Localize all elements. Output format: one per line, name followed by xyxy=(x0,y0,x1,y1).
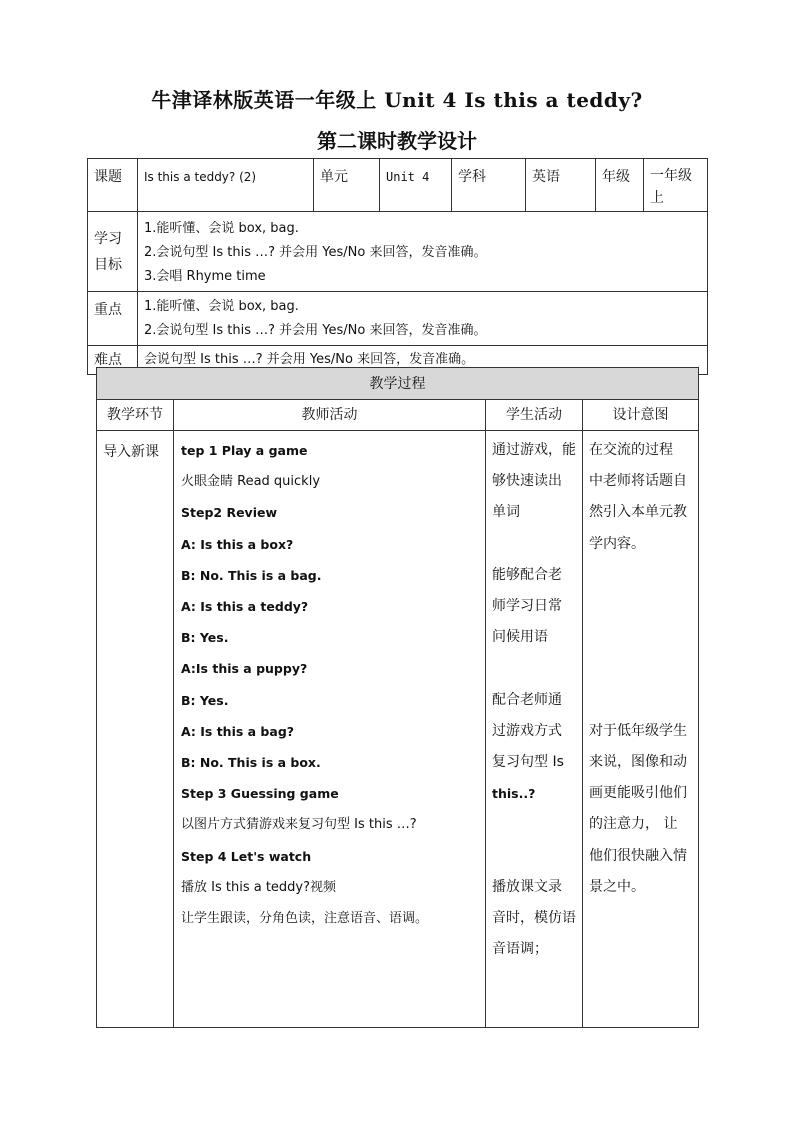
intent-line: 对于低年级学生 xyxy=(589,722,687,739)
student-line-blank xyxy=(492,653,576,684)
grade-label: 年级 xyxy=(596,159,644,212)
goal-item: 1.能听懂、会说 box, bag. xyxy=(144,221,299,236)
student-line: 复习句型 Is xyxy=(492,754,564,770)
goals-list xyxy=(138,212,708,292)
teacher-line: Step 3 Guessing game xyxy=(181,786,339,802)
difficult-label: 难点 xyxy=(88,346,138,375)
student-line: 够快速读出 xyxy=(492,473,562,490)
student-line: 问候用语 xyxy=(492,629,548,646)
student-line: 音语调； xyxy=(492,941,548,958)
intent-line: 然引入本单元教 xyxy=(589,504,687,521)
teacher-line: 播放 Is this a teddy?视频 xyxy=(181,879,337,895)
process-band-row xyxy=(97,368,699,400)
teacher-line: A: Is this a box? xyxy=(181,536,294,552)
subject-value: 英语 xyxy=(526,159,596,212)
goal-item: 2.会说句型 Is this …? 并会用 Yes/No 来回答，发音准确。 xyxy=(144,245,487,260)
key-label: 重点 xyxy=(88,292,138,346)
teacher-line: Step2 Review xyxy=(181,505,278,521)
info-row-topic xyxy=(88,159,708,212)
teacher-line: 让学生跟读，分角色读，注意语音、语调。 xyxy=(181,911,429,927)
intent-line-blank xyxy=(589,622,692,653)
stage-cell: 导入新课 xyxy=(97,431,174,1028)
process-band-title: 教学过程 xyxy=(97,368,699,400)
student-line: 配合老师通 xyxy=(492,691,562,708)
student-activity-cell xyxy=(486,431,583,1028)
header-intent: 设计意图 xyxy=(583,400,699,431)
intent-line: 学内容。 xyxy=(589,535,645,552)
teaching-process-table xyxy=(96,367,699,1028)
document-title: 牛津译林版英语一年级上 Unit 4 Is this a teddy? xyxy=(151,88,643,112)
intent-line: 的注意力， 让 xyxy=(589,816,678,833)
student-line: 过游戏方式 xyxy=(492,722,562,739)
header-stage: 教学环节 xyxy=(97,400,174,431)
intent-line: 在交流的过程 xyxy=(589,442,673,458)
unit-value: Unit 4 xyxy=(380,159,452,212)
difficult-point: 会说句型 Is this …? 并会用 Yes/No 来回答，发音准确。 xyxy=(138,346,708,375)
intent-line: 他们很快融入情 xyxy=(589,847,687,864)
student-line: 能够配合老 xyxy=(492,566,562,583)
intent-line-blank xyxy=(589,591,692,622)
key-points-list xyxy=(138,292,708,346)
intent-line-blank xyxy=(589,685,692,716)
intent-line-blank xyxy=(589,560,692,591)
student-line-blank xyxy=(492,529,576,560)
student-line: this..? xyxy=(492,786,536,802)
intent-line: 画更能吸引他们 xyxy=(589,785,687,802)
document-subtitle: 第二课时教学设计 xyxy=(317,129,477,153)
teacher-line: A: Is this a teddy? xyxy=(181,599,309,615)
goals-label: 学习目标 xyxy=(88,212,138,292)
process-body-row xyxy=(97,431,699,1028)
lesson-info-table xyxy=(87,158,708,375)
teacher-line: B: Yes. xyxy=(181,630,229,646)
student-line-blank xyxy=(492,841,576,872)
header-student: 学生活动 xyxy=(486,400,583,431)
teacher-line: A: Is this a bag? xyxy=(181,723,295,739)
goal-item: 3.会唱 Rhyme time xyxy=(144,269,266,284)
teacher-line: 以图片方式猜游戏来复习句型 Is this …? xyxy=(181,817,417,833)
teacher-line: tep 1 Play a game xyxy=(181,443,308,458)
teacher-line: 火眼金睛 Read quickly xyxy=(181,474,321,490)
student-line: 单词 xyxy=(492,504,520,521)
intent-line: 中老师将话题自 xyxy=(589,473,687,490)
unit-label: 单元 xyxy=(314,159,380,212)
student-line: 师学习日常 xyxy=(492,598,562,614)
grade-value: 一年级上 xyxy=(644,159,708,212)
process-header-row xyxy=(97,400,699,431)
student-line: 音时，模仿语 xyxy=(492,909,576,926)
header-teacher: 教师活动 xyxy=(174,400,486,431)
intent-line: 来说，图像和动 xyxy=(589,753,687,770)
intent-line-blank xyxy=(589,653,692,684)
subject-label: 学科 xyxy=(452,159,526,212)
info-row-goals xyxy=(88,212,708,292)
intent-line: 景之中。 xyxy=(589,878,645,895)
teacher-activity-cell xyxy=(174,431,486,1028)
teacher-line: B: No. This is a box. xyxy=(181,755,321,771)
design-intent-cell xyxy=(583,431,699,1028)
info-row-key xyxy=(88,292,708,346)
topic-value: Is this a teddy? (2) xyxy=(138,159,314,212)
teacher-line: Step 4 Let's watch xyxy=(181,848,312,864)
teacher-line: B: Yes. xyxy=(181,692,229,708)
teacher-line: A:Is this a puppy? xyxy=(181,661,308,677)
student-line-blank xyxy=(492,809,576,840)
student-line: 播放课文录 xyxy=(492,878,562,895)
key-point-item: 1.能听懂、会说 box, bag. xyxy=(144,299,299,314)
key-point-item: 2.会说句型 Is this …? 并会用 Yes/No 来回答，发音准确。 xyxy=(144,323,487,338)
topic-label: 课题 xyxy=(88,159,138,212)
teacher-line: B: No. This is a bag. xyxy=(181,567,322,583)
student-line: 通过游戏，能 xyxy=(492,442,576,458)
